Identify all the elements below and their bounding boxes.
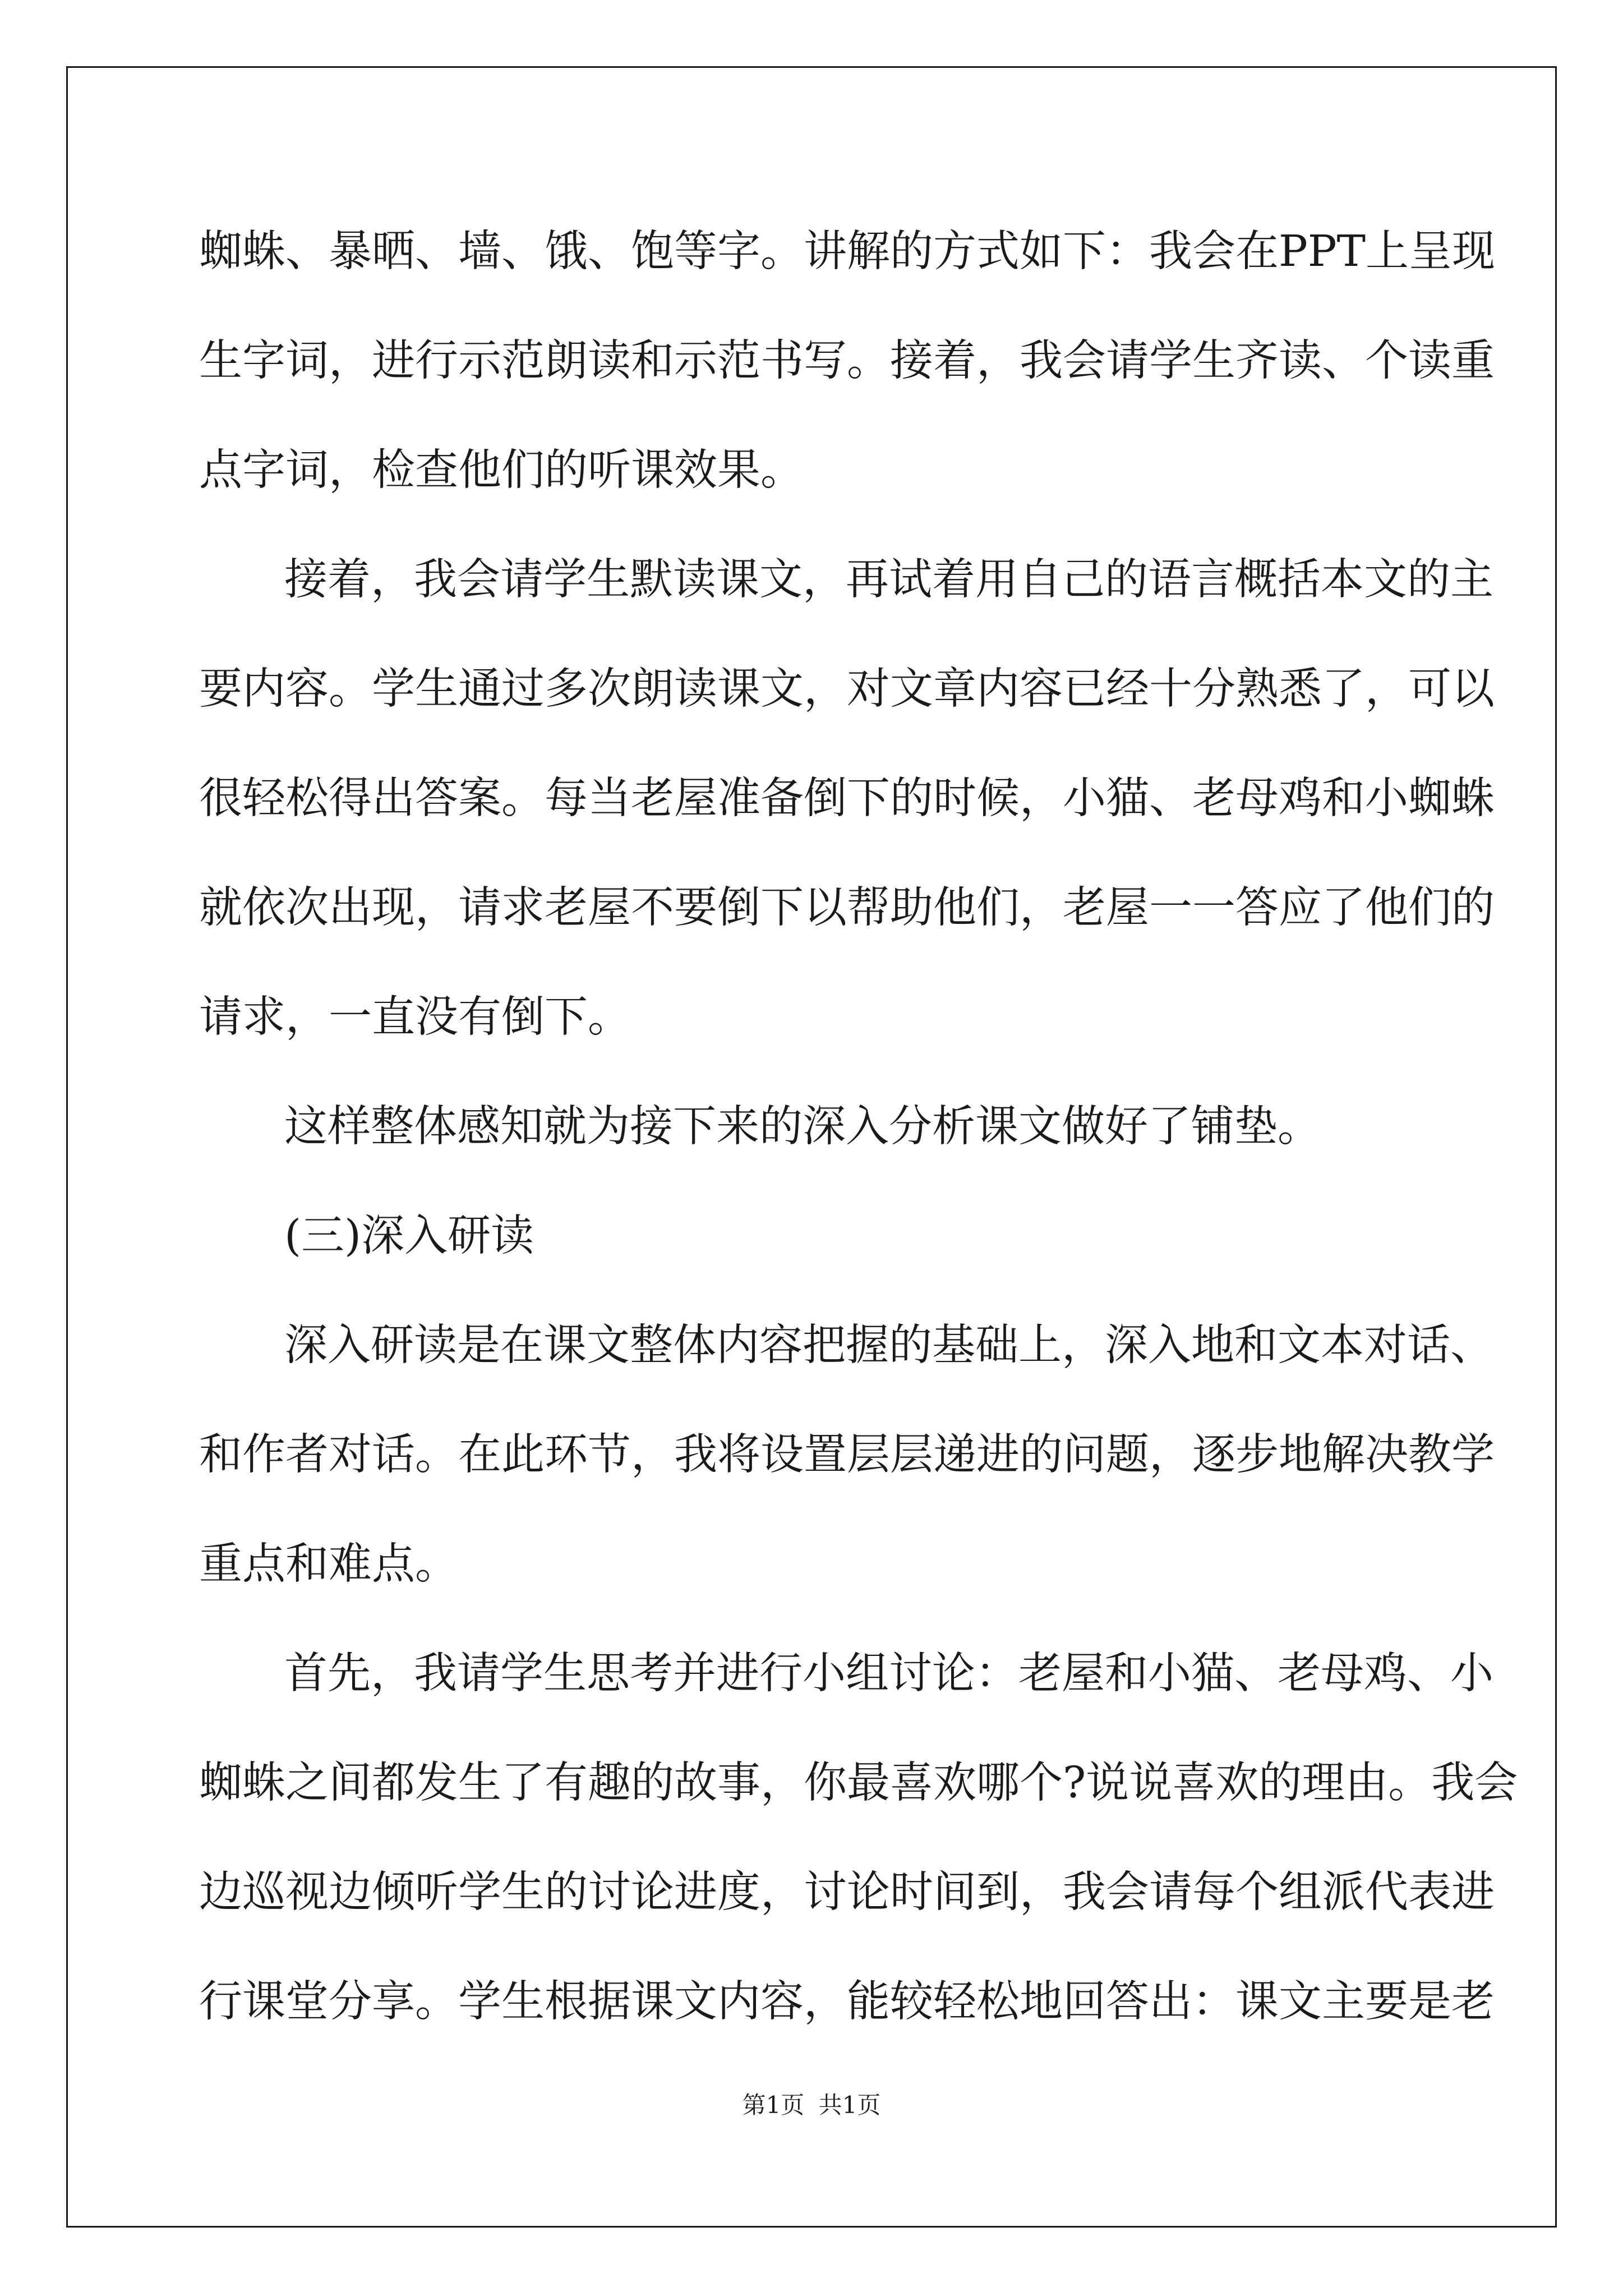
body-line-11: 深入研读是在课文整体内容把握的基础上，深入地和文本对话、 <box>284 1320 1493 1370</box>
body-line-2: 生字词，进行示范朗读和示范书写。接着，我会请学生齐读、个读重 <box>199 336 1495 386</box>
body-line-9: 这样整体感知就为接下来的深入分析课文做好了铺垫。 <box>284 1102 1321 1152</box>
body-line-12: 和作者对话。在此环节，我将设置层层递进的问题，逐步地解决教学 <box>199 1430 1495 1480</box>
body-line-3: 点字词，检查他们的听课效果。 <box>199 445 804 495</box>
page-footer <box>0 2093 1623 2117</box>
body-line-4: 接着，我会请学生默读课文，再试着用自己的语言概括本文的主 <box>284 555 1493 605</box>
body-line-7: 就依次出现，请求老屋不要倒下以帮助他们，老屋一一答应了他们的 <box>199 883 1495 933</box>
body-line-16: 边巡视边倾听学生的讨论进度，讨论时间到，我会请每个组派代表进 <box>199 1867 1495 1917</box>
body-line-13: 重点和难点。 <box>199 1539 458 1589</box>
body-line-17: 行课堂分享。学生根据课文内容，能较轻松地回答出：课文主要是老 <box>199 1977 1495 2027</box>
body-line-1: 蜘蛛、暴晒、墙、饿、饱等字。讲解的方式如下：我会在PPT上呈现 <box>199 227 1495 277</box>
body-line-14: 首先，我请学生思考并进行小组讨论：老屋和小猫、老母鸡、小 <box>284 1649 1493 1699</box>
section-heading: (三)深入研读 <box>284 1211 534 1261</box>
page-total: 共1页 <box>818 2091 881 2119</box>
body-line-8: 请求，一直没有倒下。 <box>199 992 631 1042</box>
body-line-6: 很轻松得出答案。每当老屋准备倒下的时候，小猫、老母鸡和小蜘蛛 <box>199 774 1495 823</box>
body-line-5: 要内容。学生通过多次朗读课文，对文章内容已经十分熟悉了，可以 <box>199 664 1495 714</box>
page-number: 第1页 <box>742 2091 805 2119</box>
body-line-15: 蜘蛛之间都发生了有趣的故事，你最喜欢哪个?说说喜欢的理由。我会 <box>199 1758 1518 1808</box>
